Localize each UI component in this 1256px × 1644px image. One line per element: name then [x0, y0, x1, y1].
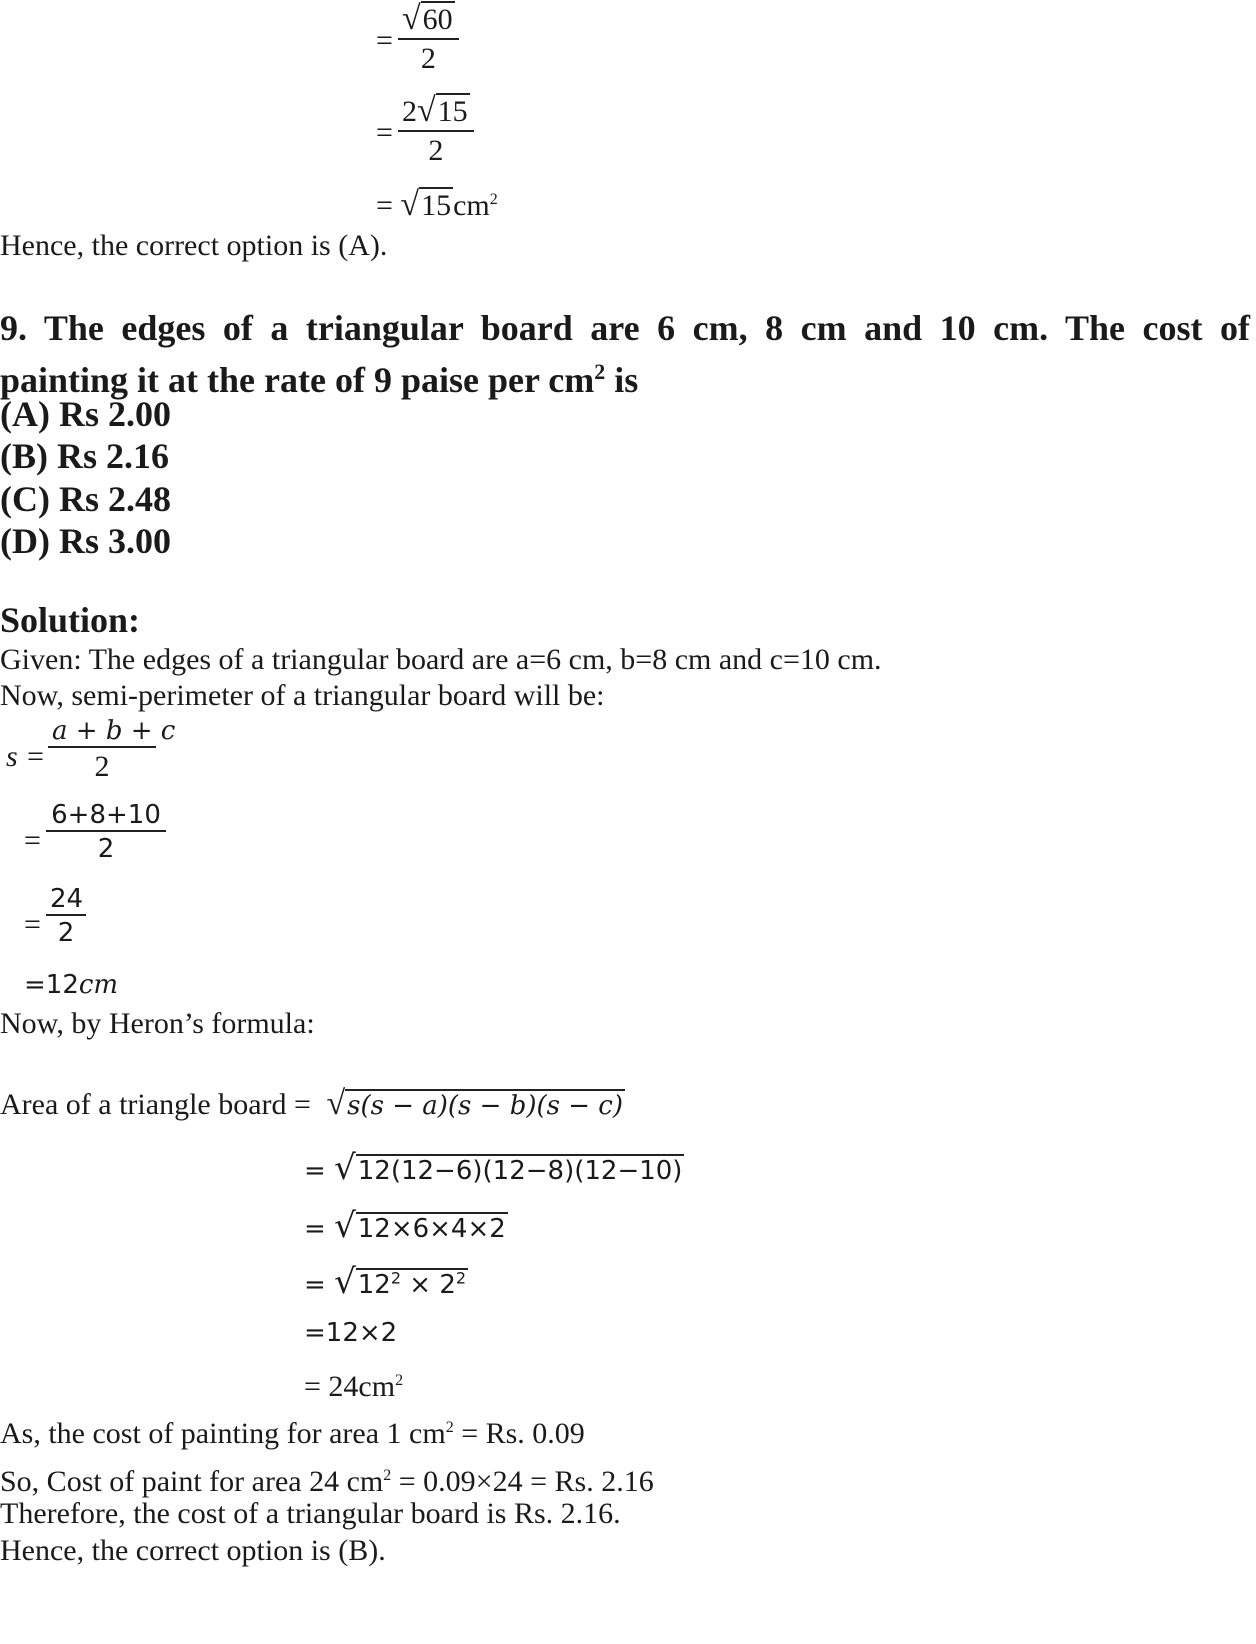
area-step3-base-a: 12	[357, 1270, 391, 1300]
s-step1-denominator: 2	[48, 746, 156, 784]
area-formula: s(s − a)(s − b)(s − c)	[347, 1091, 624, 1121]
cost-line-2-exp: 2	[383, 1467, 392, 1484]
solution-heading: Solution:	[0, 600, 141, 640]
prev-step3-radicand: 15	[421, 189, 452, 222]
area-step3-base-b: × 2	[401, 1270, 456, 1300]
area-step5-value: = 24cm	[304, 1370, 396, 1403]
prev-step2-radicand: 15	[437, 95, 468, 128]
cost-line-1-a: As, the cost of painting for area 1 cm	[0, 1417, 446, 1450]
prev-step1-radicand: 60	[422, 3, 453, 36]
prev-step3-exp: 2	[489, 191, 498, 208]
question-line-1: 9. The edges of a triangular board are 6 cm, 8 cm and 10 cm. The cost of	[0, 308, 1250, 348]
solution-conclusion: Hence, the correct option is (B).	[0, 1534, 386, 1567]
question-line-2-exp: 2	[594, 359, 606, 384]
cost-line-1	[0, 1410, 585, 1452]
s-step2-numerator: 6+8+10	[51, 800, 161, 830]
s-step1-numerator: a + b + c	[52, 716, 176, 746]
area-step1-radicand: 12(12−6)(12−8)(12−10)	[357, 1156, 683, 1186]
area-step2-radicand: 12×6×4×2	[357, 1214, 506, 1244]
area-step3-exp-b: 2	[455, 1268, 467, 1288]
cost-line-1-exp: 2	[445, 1419, 454, 1436]
area-step3: = $√12^2 \times 2^2$	[304, 1262, 467, 1302]
area-formula-line: Area of a triangle board = √s(s − a)(s − b)(s − c)	[0, 1085, 624, 1122]
area-step2: = √12×6×4×2	[304, 1206, 506, 1246]
area-step4: =12×2	[304, 1318, 398, 1348]
option-d: (D) Rs 3.00	[0, 521, 171, 561]
s-result-unit: cm	[78, 970, 119, 1000]
area-step5-exp: 2	[395, 1372, 404, 1389]
question-line-2-text: painting it at the rate of 9 paise per cm	[0, 360, 595, 400]
question-line-2-suffix: is	[605, 360, 639, 400]
area-label: Area of a triangle board =	[0, 1088, 311, 1121]
cost-line-2-a: So, Cost of paint for area 24 cm	[0, 1465, 384, 1498]
cost-line-2	[0, 1458, 654, 1500]
s-label: s =	[6, 740, 46, 773]
s-result-value: =12	[24, 970, 79, 1000]
solution-given: Given: The edges of a triangular board are a=6 cm, b=8 cm and c=10 cm.	[0, 643, 882, 676]
prev-step1-denominator: 2	[398, 38, 459, 76]
therefore-line: Therefore, the cost of a triangular board is Rs. 2.16.	[0, 1497, 621, 1530]
prev-step2-coef: 2	[402, 95, 417, 128]
s-step3-denominator: 2	[46, 914, 86, 948]
prev-step3: = $√15cm^2$	[376, 186, 498, 223]
s-step3-numerator: 24	[50, 884, 84, 914]
area-step1: = √12(12−6)(12−8)(12−10)	[304, 1148, 683, 1188]
area-step3-exp-a: 2	[390, 1268, 402, 1288]
s-result	[24, 970, 118, 1000]
prev-step2-denominator: 2	[398, 130, 474, 168]
prev-conclusion: Hence, the correct option is (A).	[0, 229, 388, 262]
prev-step3-unit: cm	[453, 189, 490, 222]
s-step2-denominator: 2	[46, 830, 166, 864]
cost-line-1-b: = Rs. 0.09	[453, 1417, 585, 1450]
option-b: (B) Rs 2.16	[0, 436, 169, 476]
area-step5	[304, 1370, 403, 1404]
solution-semi-intro: Now, semi-perimeter of a triangular board will be:	[0, 679, 605, 712]
heron-intro: Now, by Heron’s formula:	[0, 1007, 315, 1040]
option-c: (C) Rs 2.48	[0, 479, 171, 519]
option-a: (A) Rs 2.00	[0, 394, 171, 434]
cost-line-2-b: = 0.09×24 = Rs. 2.16	[391, 1465, 654, 1498]
